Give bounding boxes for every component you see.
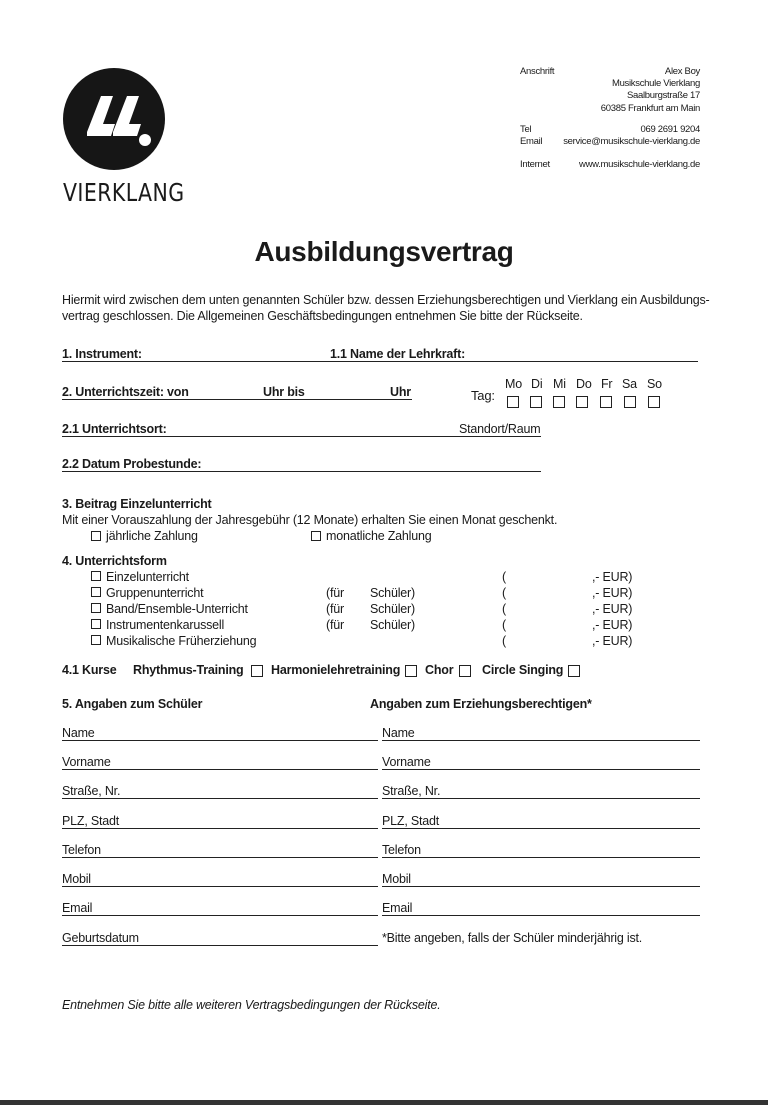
lesson-type-fuer-4: (für xyxy=(326,618,344,632)
yearly-payment-label: jährliche Zahlung xyxy=(106,529,198,543)
courses-heading: 4.1 Kurse xyxy=(62,663,117,677)
address-line-1: Alex Boy xyxy=(664,66,700,77)
day-sa-label: Sa xyxy=(622,377,637,391)
day-so-checkbox[interactable] xyxy=(648,396,660,408)
day-mi-label: Mi xyxy=(553,377,566,391)
lesson-type-label-3: Band/Ensemble-Unterricht xyxy=(106,602,248,616)
time-uhr-label: Uhr xyxy=(390,385,411,399)
lesson-type-eur-5: ,- EUR) xyxy=(592,634,633,648)
location-line[interactable] xyxy=(62,436,541,437)
lesson-type-paren-4: ( xyxy=(502,618,506,632)
guardian-firstname-field[interactable] xyxy=(382,769,700,770)
guardian-street-label: Straße, Nr. xyxy=(382,784,441,798)
logo-44-icon xyxy=(63,68,165,170)
lesson-type-eur-1: ,- EUR) xyxy=(592,570,633,584)
student-firstname-label: Vorname xyxy=(62,755,111,769)
email-label: Email xyxy=(520,136,543,147)
intro-line-1: Hiermit wird zwischen dem unten genannten Schüler bzw. dessen Erziehungsberechtigen und Vierklang ein Ausbildungs- xyxy=(62,293,710,307)
day-sa-checkbox[interactable] xyxy=(624,396,636,408)
day-di-label: Di xyxy=(531,377,543,391)
address-label: Anschrift xyxy=(520,66,555,77)
student-birthdate-field[interactable] xyxy=(62,945,378,946)
guardian-name-field[interactable] xyxy=(382,740,700,741)
guardian-mobile-label: Mobil xyxy=(382,872,411,886)
guardian-name-label: Name xyxy=(382,726,415,740)
lesson-type-checkbox-5[interactable] xyxy=(91,635,101,645)
instrument-label: 1. Instrument: xyxy=(62,347,142,361)
student-phone-field[interactable] xyxy=(62,857,378,858)
student-heading: 5. Angaben zum Schüler xyxy=(62,697,203,711)
fee-heading: 3. Beitrag Einzelunterricht xyxy=(62,497,212,511)
student-street-field[interactable] xyxy=(62,798,378,799)
course-checkbox-4[interactable] xyxy=(568,665,580,677)
lesson-type-paren-2: ( xyxy=(502,586,506,600)
lesson-type-label-1: Einzelunterricht xyxy=(106,570,189,584)
course-label-2: Harmonielehretraining xyxy=(271,663,401,677)
document-title: Ausbildungsvertrag xyxy=(254,236,514,267)
student-email-field[interactable] xyxy=(62,915,378,916)
guardian-email-field[interactable] xyxy=(382,915,700,916)
guardian-city-label: PLZ, Stadt xyxy=(382,814,440,828)
internet-label: Internet xyxy=(520,159,550,170)
day-label: Tag: xyxy=(471,388,495,403)
tel-label: Tel xyxy=(520,124,532,135)
lesson-type-paren-5: ( xyxy=(502,634,506,648)
instrument-line[interactable] xyxy=(62,361,698,362)
lesson-type-checkbox-4[interactable] xyxy=(91,619,101,629)
lesson-type-schueler-2: Schüler) xyxy=(370,586,415,600)
course-label-4: Circle Singing xyxy=(482,663,564,677)
lesson-type-fuer-3: (für xyxy=(326,602,344,616)
footer-note: Entnehmen Sie bitte alle weiteren Vertragsbedingungen der Rückseite. xyxy=(62,998,441,1012)
time-line[interactable] xyxy=(62,399,412,400)
lesson-type-paren-3: ( xyxy=(502,602,506,616)
student-street-label: Straße, Nr. xyxy=(62,784,121,798)
student-name-field[interactable] xyxy=(62,740,378,741)
day-fr-checkbox[interactable] xyxy=(600,396,612,408)
guardian-phone-field[interactable] xyxy=(382,857,700,858)
lesson-type-paren-1: ( xyxy=(502,570,506,584)
lesson-type-heading: 4. Unterrichtsform xyxy=(62,554,167,568)
day-mo-checkbox[interactable] xyxy=(507,396,519,408)
student-city-field[interactable] xyxy=(62,828,378,829)
location-label: 2.1 Unterrichtsort: xyxy=(62,422,167,436)
lesson-type-label-2: Gruppenunterricht xyxy=(106,586,204,600)
address-line-3: Saalburgstraße 17 xyxy=(626,90,700,101)
day-mi-checkbox[interactable] xyxy=(553,396,565,408)
student-name-label: Name xyxy=(62,726,95,740)
brand-name: VIERKLANG xyxy=(63,178,185,207)
student-mobile-label: Mobil xyxy=(62,872,91,886)
guardian-firstname-label: Vorname xyxy=(382,755,431,769)
guardian-mobile-field[interactable] xyxy=(382,886,700,887)
course-checkbox-3[interactable] xyxy=(459,665,471,677)
lesson-type-schueler-3: Schüler) xyxy=(370,602,415,616)
page-bottom-edge xyxy=(0,1100,768,1105)
student-email-label: Email xyxy=(62,901,93,915)
fee-text: Mit einer Vorauszahlung der Jahresgebühr (12 Monate) erhalten Sie einen Monat geschenkt. xyxy=(62,513,558,527)
lesson-type-label-4: Instrumentenkarussell xyxy=(106,618,225,632)
day-so-label: So xyxy=(647,377,662,391)
guardian-email-label: Email xyxy=(382,901,413,915)
guardian-city-field[interactable] xyxy=(382,828,700,829)
student-city-label: PLZ, Stadt xyxy=(62,814,120,828)
day-do-checkbox[interactable] xyxy=(576,396,588,408)
lesson-type-checkbox-1[interactable] xyxy=(91,571,101,581)
address-line-2: Musikschule Vierklang xyxy=(611,78,700,89)
lesson-type-eur-4: ,- EUR) xyxy=(592,618,633,632)
internet-value: www.musikschule-vierklang.de xyxy=(579,159,700,170)
lesson-type-checkbox-2[interactable] xyxy=(91,587,101,597)
yearly-payment-checkbox[interactable] xyxy=(91,531,101,541)
address-line-4: 60385 Frankfurt am Main xyxy=(600,103,700,114)
day-di-checkbox[interactable] xyxy=(530,396,542,408)
lesson-type-checkbox-3[interactable] xyxy=(91,603,101,613)
guardian-street-field[interactable] xyxy=(382,798,700,799)
student-firstname-field[interactable] xyxy=(62,769,378,770)
course-checkbox-1[interactable] xyxy=(251,665,263,677)
trial-date-line[interactable] xyxy=(62,471,541,472)
course-label-3: Chor xyxy=(425,663,454,677)
lesson-type-eur-3: ,- EUR) xyxy=(592,602,633,616)
intro-line-2: vertrag geschlossen. Die Allgemeinen Geschäftsbedingungen entnehmen Sie bitte der Rückseite. xyxy=(62,309,583,323)
tel-value: 069 2691 9204 xyxy=(640,124,700,135)
time-uhr-bis-label: Uhr bis xyxy=(263,385,305,399)
email-value: service@musikschule-vierklang.de xyxy=(563,136,700,147)
trial-date-label: 2.2 Datum Probestunde: xyxy=(62,457,202,471)
day-fr-label: Fr xyxy=(601,377,613,391)
monthly-payment-label: monatliche Zahlung xyxy=(326,529,432,543)
student-phone-label: Telefon xyxy=(62,843,101,857)
time-from-label: 2. Unterrichtszeit: von xyxy=(62,385,189,399)
lesson-type-fuer-2: (für xyxy=(326,586,344,600)
course-label-1: Rhythmus-Training xyxy=(133,663,244,677)
guardian-heading: Angaben zum Erziehungsberechtigen* xyxy=(370,697,592,711)
teacher-label: 1.1 Name der Lehrkraft: xyxy=(330,347,466,361)
student-mobile-field[interactable] xyxy=(62,886,378,887)
monthly-payment-checkbox[interactable] xyxy=(311,531,321,541)
guardian-phone-label: Telefon xyxy=(382,843,421,857)
standort-label: Standort/Raum xyxy=(459,422,541,436)
logo-mark xyxy=(63,68,165,170)
lesson-type-label-5: Musikalische Früherziehung xyxy=(106,634,257,648)
lesson-type-eur-2: ,- EUR) xyxy=(592,586,633,600)
student-birthdate-label: Geburtsdatum xyxy=(62,931,139,945)
day-mo-label: Mo xyxy=(505,377,522,391)
minor-note: *Bitte angeben, falls der Schüler minderjährig ist. xyxy=(382,931,643,945)
lesson-type-schueler-4: Schüler) xyxy=(370,618,415,632)
course-checkbox-2[interactable] xyxy=(405,665,417,677)
day-do-label: Do xyxy=(576,377,592,391)
